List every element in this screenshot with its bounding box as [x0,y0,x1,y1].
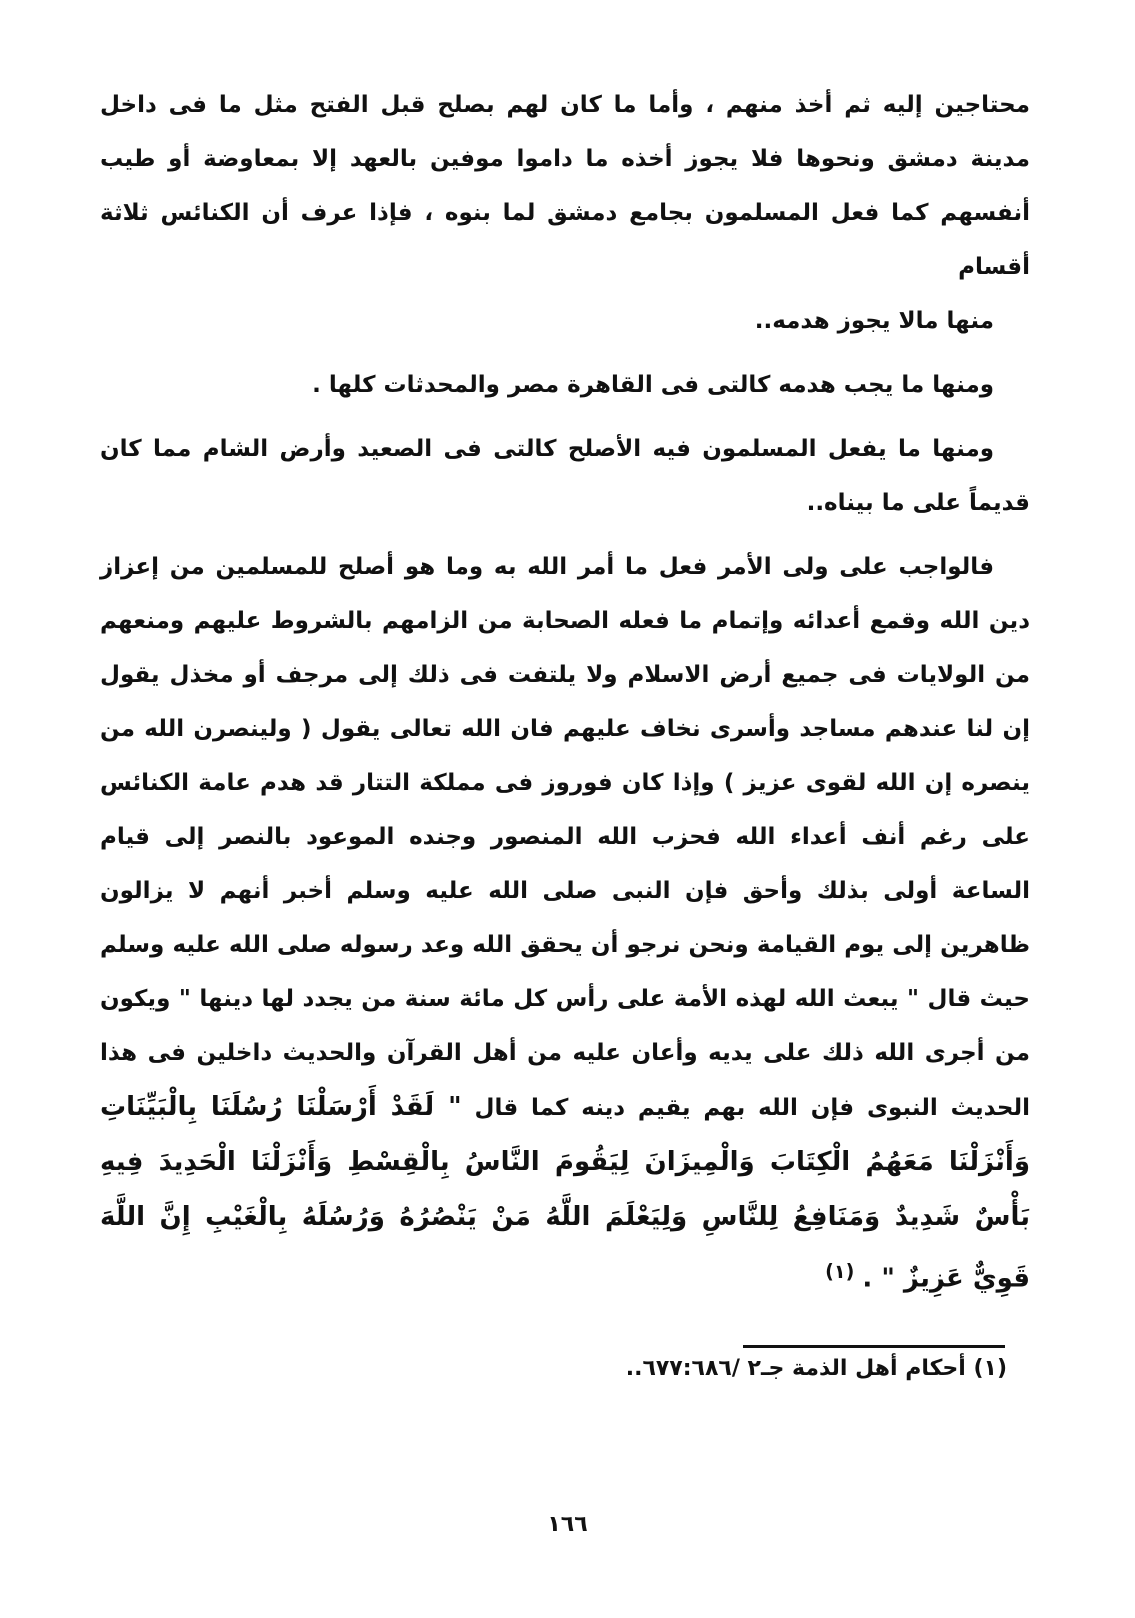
footnote-divider [743,1345,1005,1348]
paragraph-4: ومنها ما يفعل المسلمون فيه الأصلح كالتى فى الصعيد وأرض الشام مما كان قديماً على ما بيناه.. [100,436,1030,516]
hadith-quote: " يبعث الله لهذه الأمة على رأس كل مائة سنة من يجدد لها دينها " [178,986,919,1012]
paragraph-1: محتاجين إليه ثم أخذ منهم ، وأما ما كان لهم بصلح قبل الفتح مثل ما فى داخل مدينة دمشق ونحوها فلا يجوز أخذه ما داموا موفين بالعهد إلا بمعاوضة أو طيب أنفسهم كما فعل المسلمون بجامع دمشق لما بنوه ، فإذا عرف أن الكنائس ثلاثة أقسام [100,92,1030,280]
paragraph-2: منها مالا يجوز هدمه.. [754,308,994,334]
quran-quote-inline: ( ولينصرن الله من ينصره إن الله لقوى عزيز ) [100,716,1030,796]
body-text [100,78,1030,1307]
paragraph-5-text-3: ويكون من أجرى الله ذلك على يديه وأعان عليه من أهل القرآن والحديث داخلين فى هذا الحديث النبوى فإن الله بهم يقيم دينه كما قال [100,986,1030,1121]
footnote: (١) أحكام أهل الذمة جـ٢ /٦٧٧:٦٨٦.. [625,1356,1007,1381]
page-number: ١٦٦ [547,1512,588,1537]
paragraph-3: ومنها ما يجب هدمه كالتى فى القاهرة مصر والمحدثات كلها . [312,372,994,398]
paragraph-5 [100,540,1030,1307]
footnote-reference: (١) [825,1260,855,1283]
paragraph-5-text-2: وإذا كان فوروز فى مملكة التتار قد هدم عامة الكنائس على رغم أنف أعداء الله فحزب الله المنصور وجنده الموعود بالنصر إلى قيام الساعة أولى بذلك وأحق فإن النبى صلى الله عليه وسلم أخبر أنهم لا يزالون ظاهرين إلى يوم القيامة ونحن نرجو أن يحقق الله وعد رسوله صلى الله عليه وسلم حيث قال [100,770,1030,1012]
quran-verse: " لَقَدْ أَرْسَلْنَا رُسُلَنَا بِالْبَيِّنَاتِ وَأَنْزَلْنَا مَعَهُمُ الْكِتَابَ وَالْمِيزَانَ لِيَقُومَ النَّاسُ بِالْقِسْطِ وَأَنْزَلْنَا الْحَدِيدَ فِيهِ بَأْسٌ شَدِيدٌ وَمَنَافِعُ لِلنَّاسِ وَلِيَعْلَمَ اللَّهُ مَنْ يَنْصُرُهُ وَرُسُلَهُ بِالْغَيْبِ إِنَّ اللَّهَ قَوِيٌّ عَزِيزٌ " . [100,1092,1030,1294]
paragraph-5-text-1: فالواجب على ولى الأمر فعل ما أمر الله به وما هو أصلح للمسلمين من إعزاز دين الله وقمع أعدائه وإتمام ما فعله الصحابة من الزامهم بالشروط عليهم ومنعهم من الولايات فى جميع أرض الاسلام ولا يلتفت فى ذلك إلى مرجف أو مخذل يقول إن لنا عندهم مساجد وأسرى نخاف عليهم فان الله تعالى يقول [100,554,1030,742]
